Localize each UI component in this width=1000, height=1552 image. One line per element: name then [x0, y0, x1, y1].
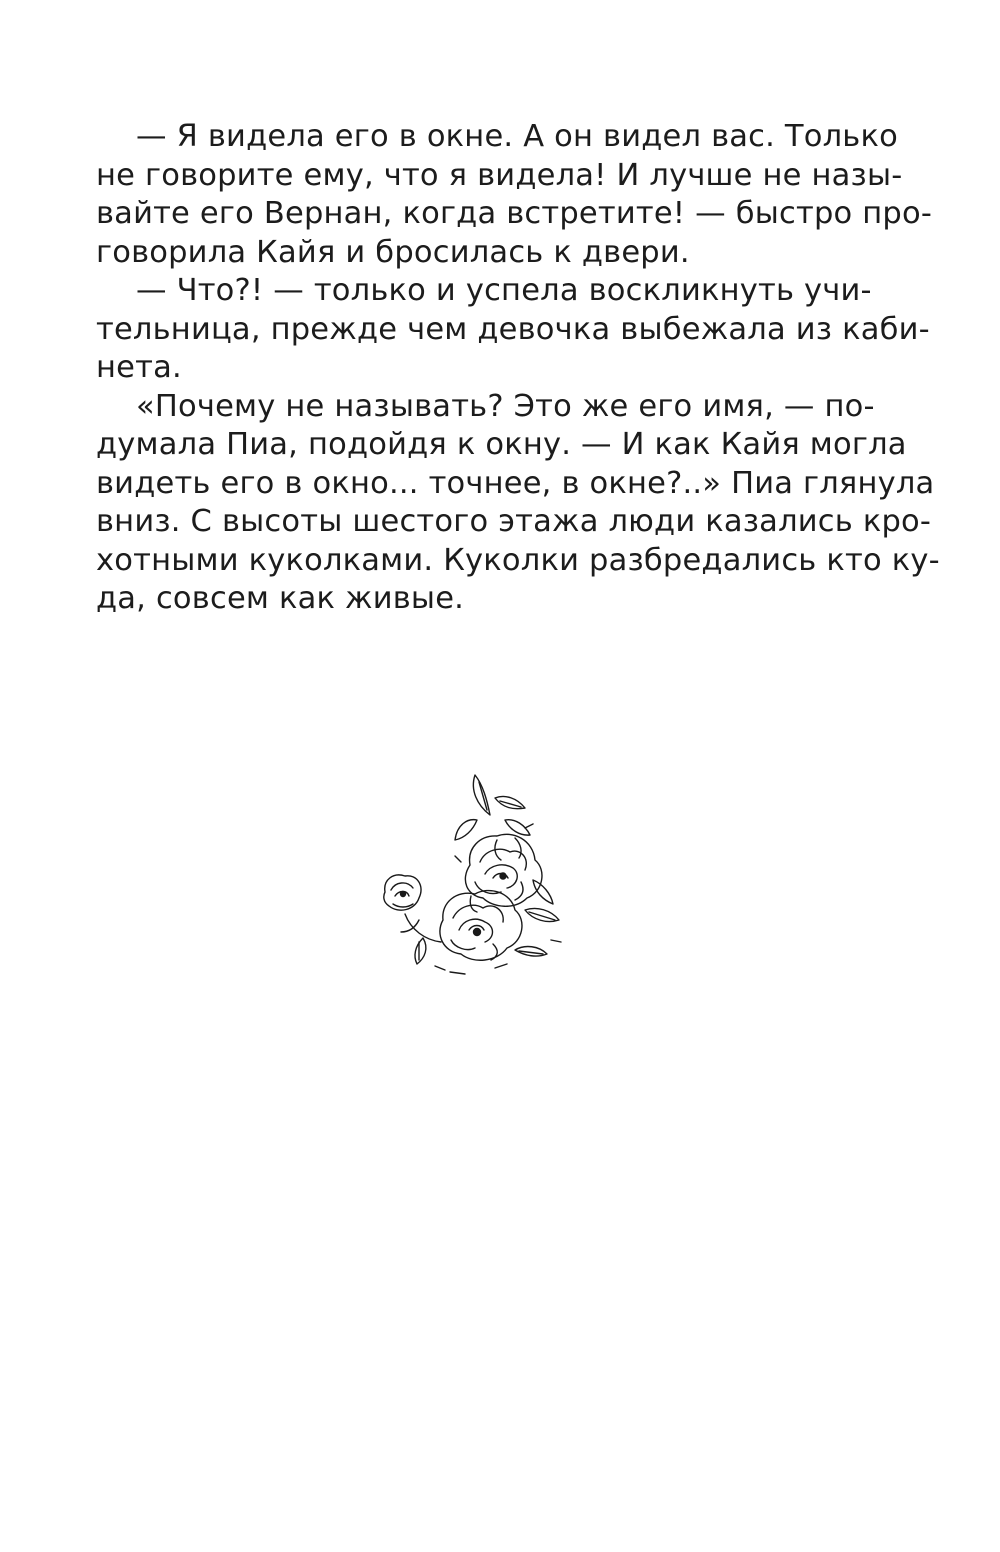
- text-line: вниз. С высоты шестого этажа люди казались кро-: [96, 504, 932, 539]
- body-text: [96, 118, 940, 619]
- text-line: — Я видела его в окне. А он видел вас. Только: [136, 119, 898, 154]
- text-line: говорила Кайя и бросилась к двери.: [96, 234, 690, 270]
- text-line: думала Пиа, подойдя к окну. — И как Кайя могла: [96, 427, 907, 462]
- peony-flowers-icon: [375, 770, 575, 980]
- text-line: не говорите ему, что я видела! И лучше не назы-: [96, 157, 903, 193]
- text-line: «Почему не называть? Это же его имя, — по-: [136, 388, 875, 424]
- text-line: видеть его в окно... точнее, в окне?..» Пиа глянула: [96, 465, 935, 501]
- text-line: нета.: [96, 350, 182, 385]
- text-line: да, совсем как живые.: [96, 581, 465, 616]
- text-line: вайте его Вернан, когда встретите! — быстро про-: [96, 196, 933, 231]
- text-line: — Что?! — только и успела воскликнуть учи-: [136, 273, 872, 308]
- text-line: тельница, прежде чем девочка выбежала из каби-: [96, 311, 930, 347]
- text-line: хотными куколками. Куколки разбредались кто ку-: [96, 542, 940, 578]
